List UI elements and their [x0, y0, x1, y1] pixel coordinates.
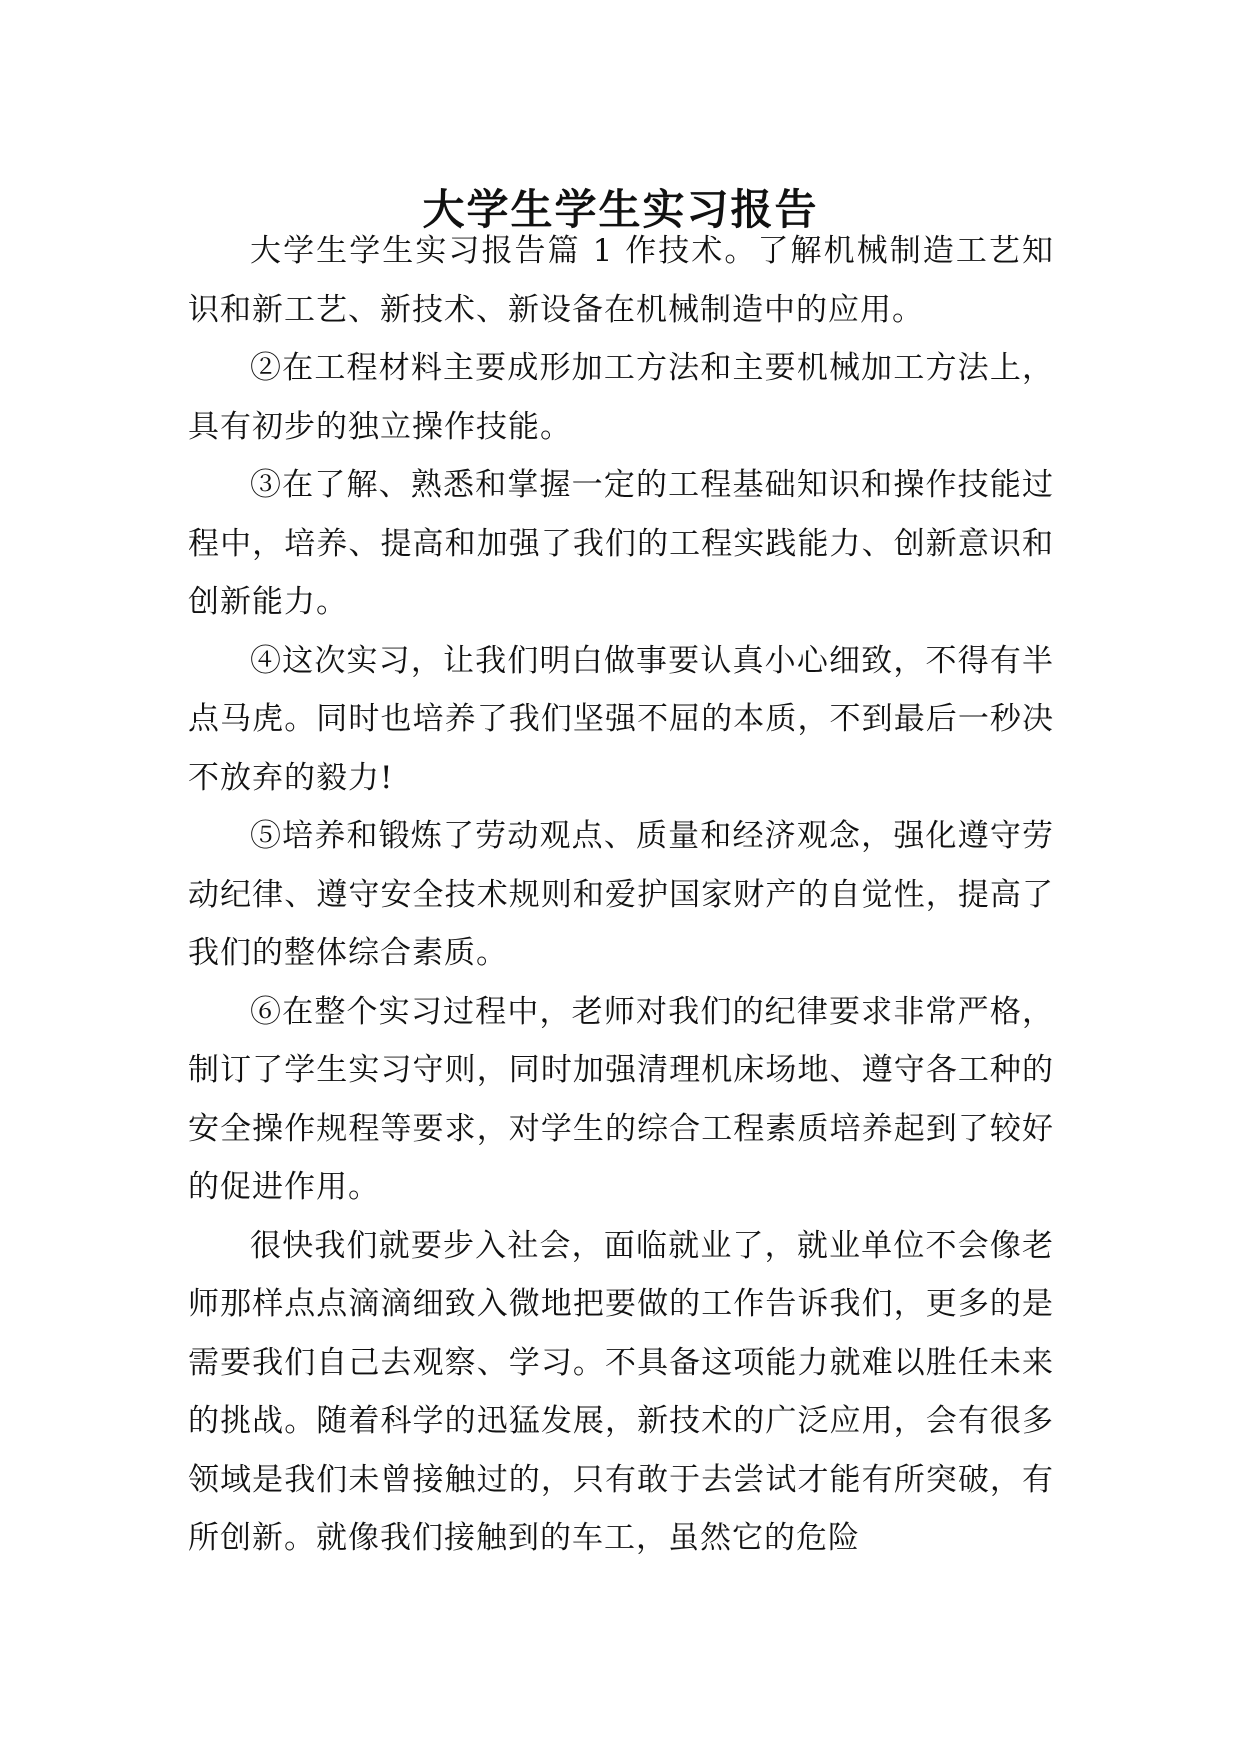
paragraph-1: 大学生学生实习报告篇 1 作技术。了解机械制造工艺知识和新工艺、新技术、新设备在机械制造中的应用。 [188, 233, 1054, 328]
paragraph-5: ⑤培养和锻炼了劳动观点、质量和经济观念，强化遵守劳动纪律、遵守安全技术规则和爱护国家财产的自觉性，提高了我们的整体综合素质。 [188, 818, 1054, 971]
document-body [188, 222, 1054, 1568]
paragraph-2: ②在工程材料主要成形加工方法和主要机械加工方法上，具有初步的独立操作技能。 [188, 350, 1054, 445]
paragraph-7: 很快我们就要步入社会，面临就业了，就业单位不会像老师那样点点滴滴细致入微地把要做的工作告诉我们，更多的是需要我们自己去观察、学习。不具备这项能力就难以胜任未来的挑战。随着科学的迅猛发展，新技术的广泛应用，会有很多领域是我们未曾接触过的，只有敢于去尝试才能有所突破，有所创新。就像我们接触到的车工，虽然它的危险 [188, 1227, 1054, 1556]
paragraph-6: ⑥在整个实习过程中，老师对我们的纪律要求非常严格，制订了学生实习守则，同时加强清理机床场地、遵守各工种的安全操作规程等要求，对学生的综合工程素质培养起到了较好的促进作用。 [188, 993, 1054, 1205]
paragraph-4: ④这次实习，让我们明白做事要认真小心细致，不得有半点马虎。同时也培养了我们坚强不屈的本质，不到最后一秒决不放弃的毅力! [188, 642, 1054, 796]
paragraph-3: ③在了解、熟悉和掌握一定的工程基础知识和操作技能过程中，培养、提高和加强了我们的工程实践能力、创新意识和创新能力。 [188, 467, 1054, 620]
document-title: 大学生学生实习报告 [422, 185, 819, 235]
